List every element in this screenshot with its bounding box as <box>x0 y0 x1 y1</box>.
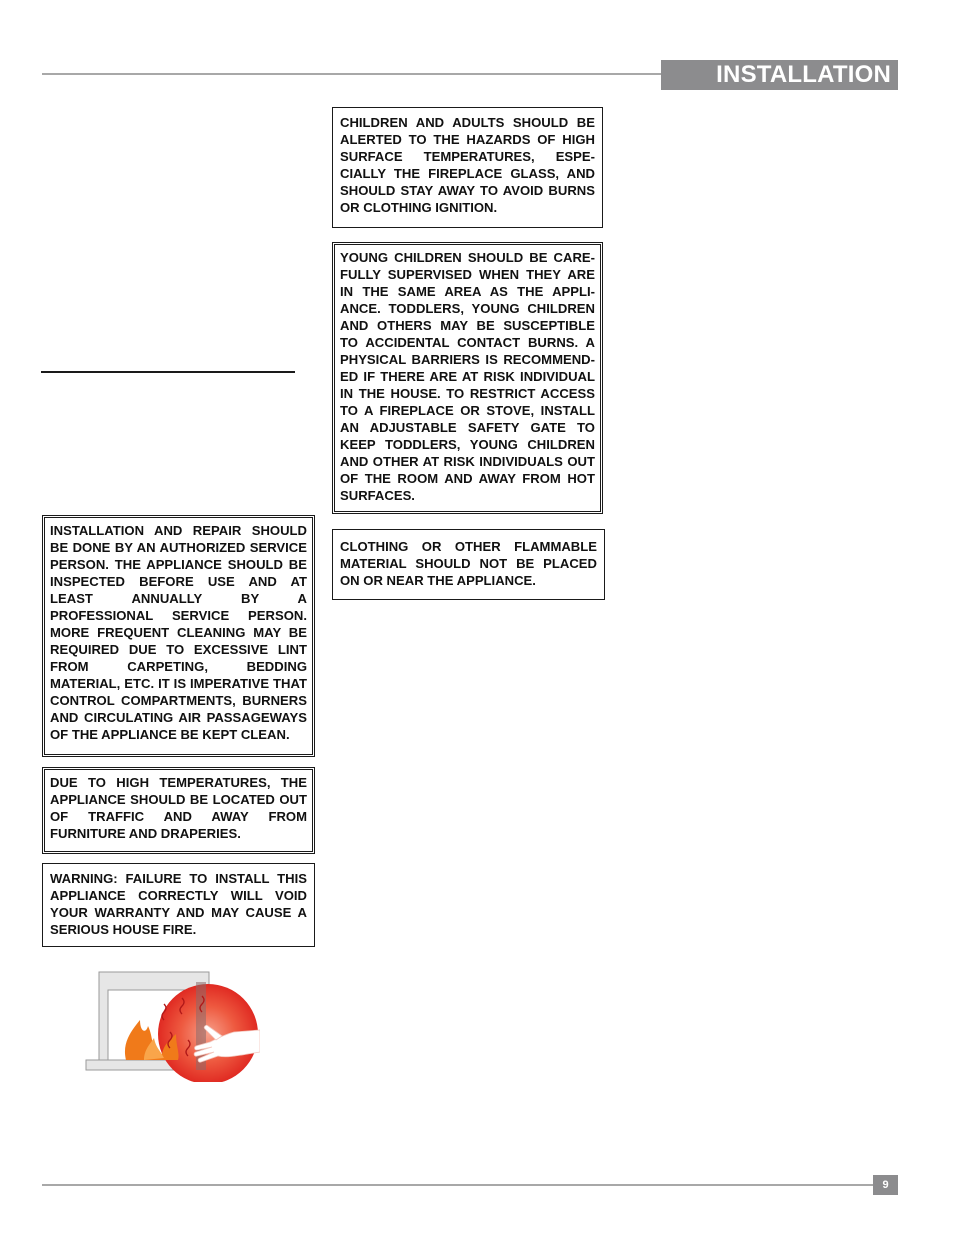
hot-glass-hand-warning-icon <box>84 968 260 1086</box>
header-rule <box>42 73 661 75</box>
footer-rule <box>42 1184 873 1186</box>
warning-children-adults <box>332 107 603 228</box>
warning-young-children <box>332 242 603 514</box>
warning-text: CLOTHING OR OTHER FLAMMABLE MATERIAL SHOULD NOT BE PLACED ON OR NEAR THE APPLIANCE. <box>340 539 597 588</box>
warning-high-temperatures <box>42 767 315 854</box>
warning-text: INSTALLATION AND REPAIR SHOULD BE DONE BY AN AUTHORIZED SERVICE PERSON. THE APPLIANCE SHOULD BE INSPECTED BEFORE USE AND AT LEAST ANNUALLY BY A PROFESSIONAL SERVICE PERSON. MORE FREQUENT CLEANING MAY BE REQUIRED DUE TO EXCESSIVE LINT FROM CARPETING, BEDDING MATERIAL, ETC. IT IS IMPERATIVE THAT CONTROL COMPARTMENTS, BURNERS AND CIRCULATING AIR PASSAGEWAYS OF THE APPLIANCE BE KEPT CLEAN. <box>50 523 307 742</box>
warning-installation-repair <box>42 515 315 757</box>
warning-text: CHILDREN AND ADULTS SHOULD BE ALERTED TO THE HAZARDS OF HIGH SURFACE TEMPERATURES, ESPE-CIALLY THE FIREPLACE GLASS, AND SHOULD STAY AWAY TO AVOID BURNS OR CLOTHING IGNITION. <box>340 115 595 215</box>
page-number: 9 <box>873 1175 898 1195</box>
warning-failure-install <box>42 863 315 947</box>
warning-text: DUE TO HIGH TEMPERATURES, THE APPLIANCE SHOULD BE LOCATED OUT OF TRAFFIC AND AWAY FROM FURNITURE AND DRAPERIES. <box>50 775 307 841</box>
warning-clothing <box>332 529 605 600</box>
section-divider <box>41 371 295 373</box>
warning-text: YOUNG CHILDREN SHOULD BE CARE-FULLY SUPERVISED WHEN THEY ARE IN THE SAME AREA AS THE APPLI-ANCE. TODDLERS, YOUNG CHILDREN AND OTHERS MAY BE SUSCEPTIBLE TO ACCIDENTAL CONTACT BURNS. A PHYSICAL BARRIERS IS RECOMMEND-ED IF THERE ARE AT RISK INDIVIDUAL IN THE HOUSE. TO RESTRICT ACCESS TO A FIREPLACE OR STOVE, INSTALL AN ADJUSTABLE SAFETY GATE TO KEEP TODDLERS, YOUNG CHILDREN AND OTHER AT RISK INDIVIDUALS OUT OF THE ROOM AND AWAY FROM HOT SURFACES. <box>340 250 595 503</box>
warning-text: WARNING: FAILURE TO INSTALL THIS APPLIANCE CORRECTLY WILL VOID YOUR WARRANTY AND MAY CAUSE A SERIOUS HOUSE FIRE. <box>50 871 307 937</box>
section-title: INSTALLATION <box>661 60 898 90</box>
